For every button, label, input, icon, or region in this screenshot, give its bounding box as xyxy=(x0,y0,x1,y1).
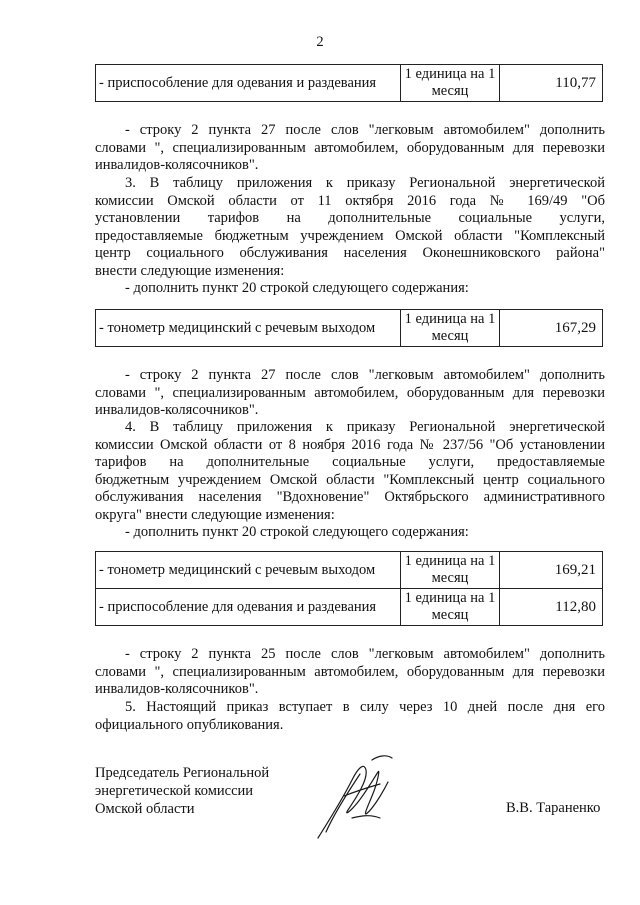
tariff-table-2 xyxy=(95,309,603,347)
text-line: центр социального обслуживания населения Оконешниковского района" xyxy=(95,245,605,261)
service-name-cell: - тонометр медицинский с речевым выходом xyxy=(96,310,401,347)
text-line: словами ", специализированным автомобилем, оборудованным для перевозки xyxy=(95,663,605,680)
amendment-paragraph-1 xyxy=(95,122,605,175)
text-line: бюджетным учреждением Омской области "Комплексный центр социального xyxy=(95,471,605,488)
position-line: Омской области xyxy=(95,801,195,817)
unit-cell: 1 единица на 1 месяц xyxy=(401,65,500,102)
unit-cell: 1 единица на 1 месяц xyxy=(401,552,500,589)
unit-cell: 1 единица на 1 месяц xyxy=(401,310,500,347)
signer-name: В.В. Тараненко xyxy=(506,800,601,816)
text-line: предоставляемые бюджетным учреждением Омской области "Комплексный xyxy=(95,227,605,244)
text-line: инвалидов-колясочников". xyxy=(95,402,259,418)
tariff-value-cell: 112,80 xyxy=(500,589,603,626)
text-line: инвалидов-колясочников". xyxy=(95,157,259,173)
text-line: комиссии Омской области от 8 ноября 2016 года № 237/56 "Об установлении xyxy=(95,436,605,453)
table-row xyxy=(96,65,603,102)
service-name-cell: - тонометр медицинский с речевым выходом xyxy=(96,552,401,589)
table-row xyxy=(96,310,603,347)
effective-date-paragraph xyxy=(95,699,605,734)
text-line: округа" внести следующие изменения: xyxy=(95,506,335,523)
position-line: энергетической комиссии xyxy=(95,783,254,799)
tariff-table-3 xyxy=(95,551,603,626)
text-line: 4. В таблицу приложения к приказу Региональной энергетической xyxy=(125,419,605,435)
text-line: - строку 2 пункта 25 после слов "легковым автомобилем" дополнить xyxy=(125,646,605,662)
text-line: - дополнить пункт 20 строкой следующего содержания: xyxy=(125,280,469,296)
tariff-table-1 xyxy=(95,64,603,102)
amendment-paragraph-4 xyxy=(95,419,605,542)
text-line: - дополнить пункт 20 строкой следующего содержания: xyxy=(125,524,469,540)
tariff-value-cell: 110,77 xyxy=(500,65,603,102)
amendment-paragraph-3 xyxy=(95,367,605,420)
table-row xyxy=(96,552,603,589)
amendment-paragraph-5 xyxy=(95,646,605,699)
text-line: 5. Настоящий приказ вступает в силу через 10 дней после дня его xyxy=(125,699,605,715)
text-line: - строку 2 пункта 27 после слов "легковым автомобилем" дополнить xyxy=(125,122,605,138)
tariff-value-cell: 169,21 xyxy=(500,552,603,589)
handwritten-signature xyxy=(308,752,408,844)
unit-cell: 1 единица на 1 месяц xyxy=(401,589,500,626)
service-name-cell: - приспособление для одевания и раздевания xyxy=(96,589,401,626)
text-line: внести следующие изменения: xyxy=(95,262,285,279)
text-line: обслуживания населения "Вдохновение" Октябрьского административного xyxy=(95,489,605,505)
text-line: официального опубликования. xyxy=(95,716,284,733)
text-line: комиссии Омской области от 11 октября 2016 года № 169/49 "Об xyxy=(95,192,605,209)
tariff-value-cell: 167,29 xyxy=(500,310,603,347)
service-name-cell: - приспособление для одевания и раздевания xyxy=(96,65,401,102)
text-line: - строку 2 пункта 27 после слов "легковым автомобилем" дополнить xyxy=(125,367,605,383)
table-row xyxy=(96,589,603,626)
text-line: 3. В таблицу приложения к приказу Региональной энергетической xyxy=(125,175,605,191)
amendment-paragraph-2 xyxy=(95,175,605,298)
position-line: Председатель Региональной xyxy=(95,765,270,781)
text-line: словами ", специализированным автомобилем, оборудованным для перевозки xyxy=(95,139,605,156)
text-line: инвалидов-колясочников". xyxy=(95,681,259,697)
page-number: 2 xyxy=(316,34,324,50)
signatory-position xyxy=(95,764,315,818)
text-line: словами ", специализированным автомобилем, оборудованным для перевозки xyxy=(95,384,605,401)
text-line: тарифов на дополнительные социальные услуги, предоставляемые xyxy=(95,454,605,470)
text-line: установлении тарифов на дополнительные социальные услуги, xyxy=(95,210,605,226)
